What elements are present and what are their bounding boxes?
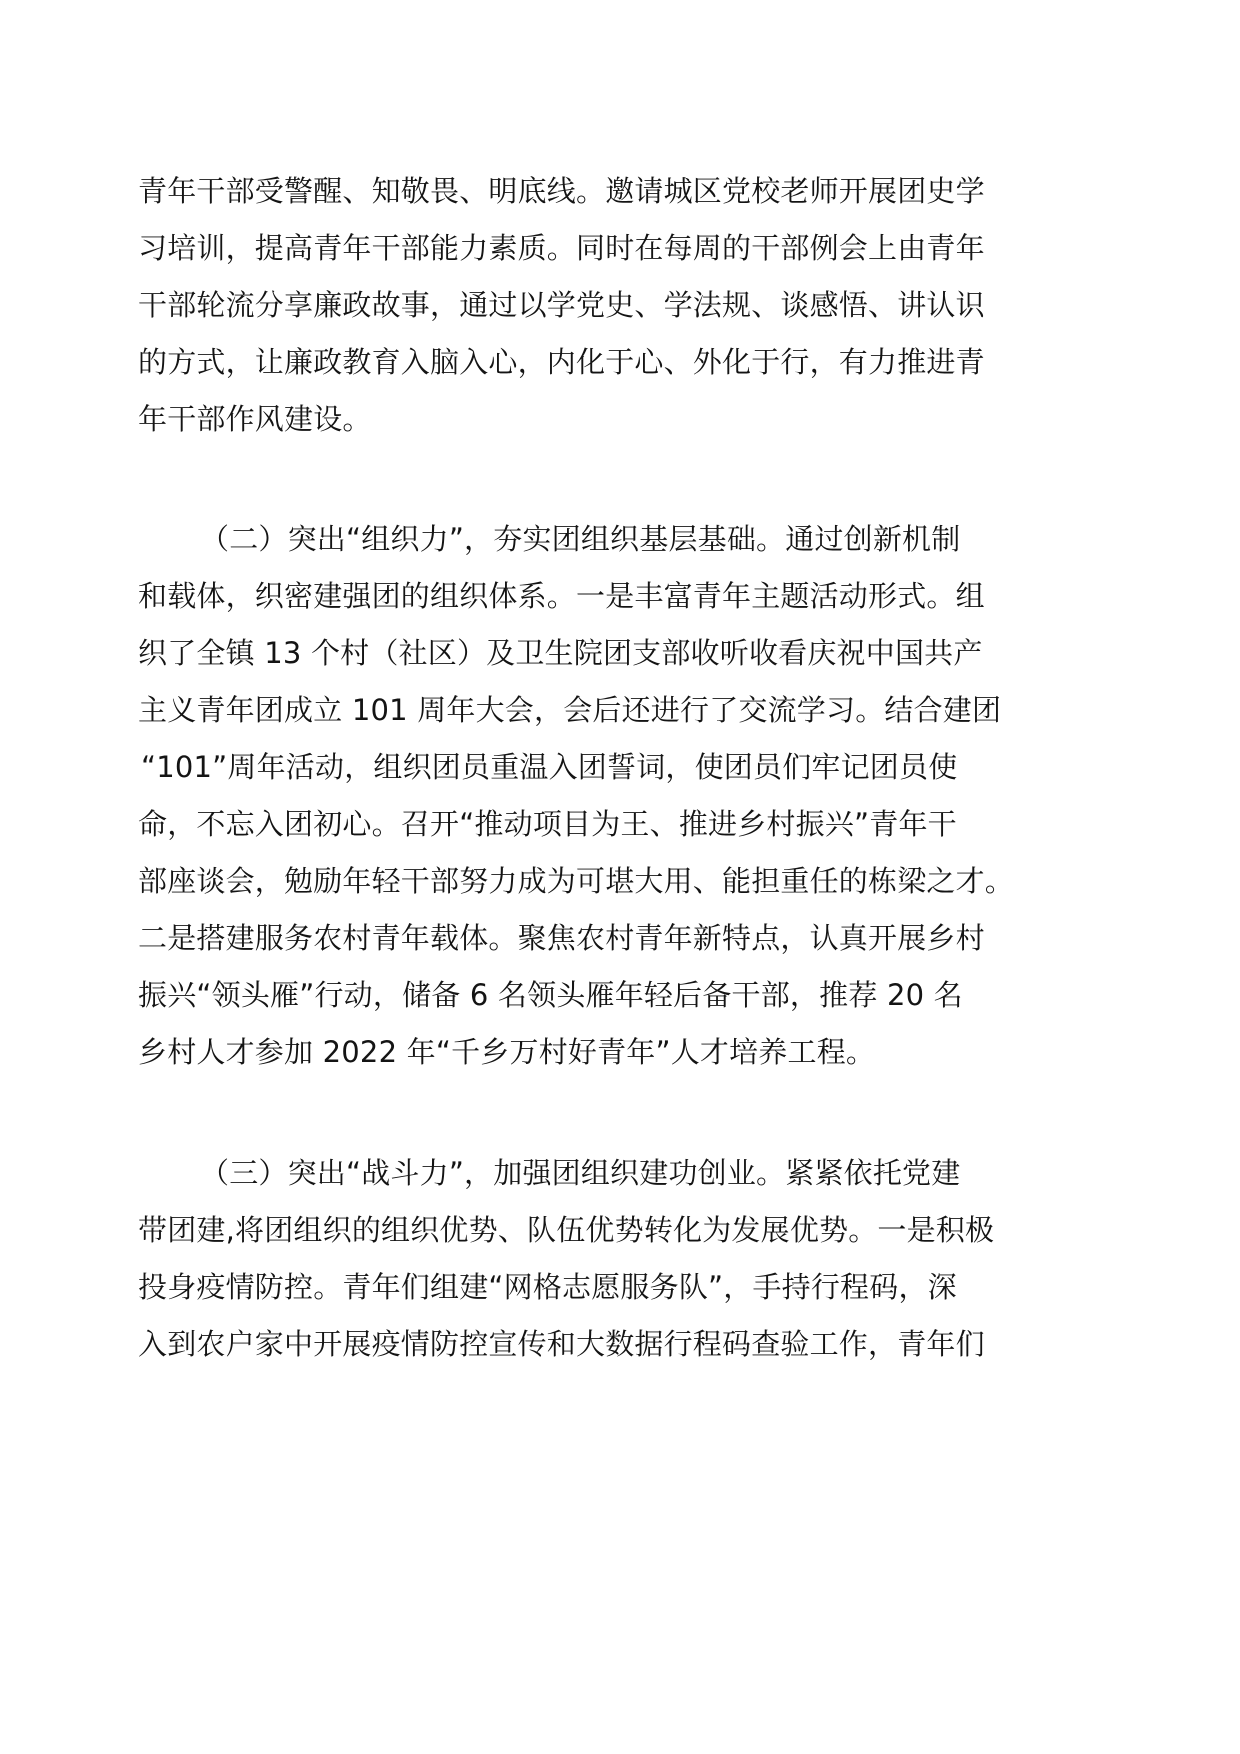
paragraph-line: 部座谈会，勉励年轻干部努力成为可堪大用、能担重任的栋梁之才。 [138, 864, 1015, 898]
paragraph-line: 二是搭建服务农村青年载体。聚焦农村青年新特点，认真开展乡村 [138, 921, 985, 955]
paragraph-line: 和载体，织密建强团的组织体系。一是丰富青年主题活动形式。组 [138, 579, 985, 613]
section-heading-line: （二）突出“组织力”，夯实团组织基层基础。通过创新机制 [200, 522, 961, 556]
paragraph-line: 乡村人才参加 2022 年“千乡万村好青年”人才培养工程。 [138, 1035, 876, 1069]
paragraph-line: 主义青年团成立 101 周年大会，会后还进行了交流学习。结合建团 [138, 693, 1002, 727]
paragraph-line: 的方式，让廉政教育入脑入心，内化于心、外化于行，有力推进青 [138, 345, 985, 379]
section-heading-line: （三）突出“战斗力”，加强团组织建功创业。紧紧依托党建 [200, 1156, 961, 1190]
paragraph-line: 青年干部受警醒、知敬畏、明底线。邀请城区党校老师开展团史学 [138, 174, 985, 208]
paragraph-line: 织了全镇 13 个村（社区）及卫生院团支部收听收看庆祝中国共产 [138, 636, 983, 670]
paragraph-line: 年干部作风建设。 [138, 402, 372, 436]
paragraph-line: 入到农户家中开展疫情防控宣传和大数据行程码查验工作，青年们 [138, 1327, 985, 1361]
paragraph-line: “101”周年活动，组织团员重温入团誓词，使团员们牢记团员使 [141, 750, 958, 784]
paragraph-line: 干部轮流分享廉政故事，通过以学党史、学法规、谈感悟、讲认识 [138, 288, 985, 322]
paragraph-line: 投身疫情防控。青年们组建“网格志愿服务队”，手持行程码，深 [138, 1270, 957, 1304]
paragraph-line: 振兴“领头雁”行动，储备 6 名领头雁年轻后备干部，推荐 20 名 [138, 978, 963, 1012]
paragraph-line: 习培训，提高青年干部能力素质。同时在每周的干部例会上由青年 [138, 231, 985, 265]
paragraph-line: 带团建,将团组织的组织优势、队伍优势转化为发展优势。一是积极 [138, 1213, 995, 1247]
paragraph-line: 命，不忘入团初心。召开“推动项目为王、推进乡村振兴”青年干 [138, 807, 957, 841]
